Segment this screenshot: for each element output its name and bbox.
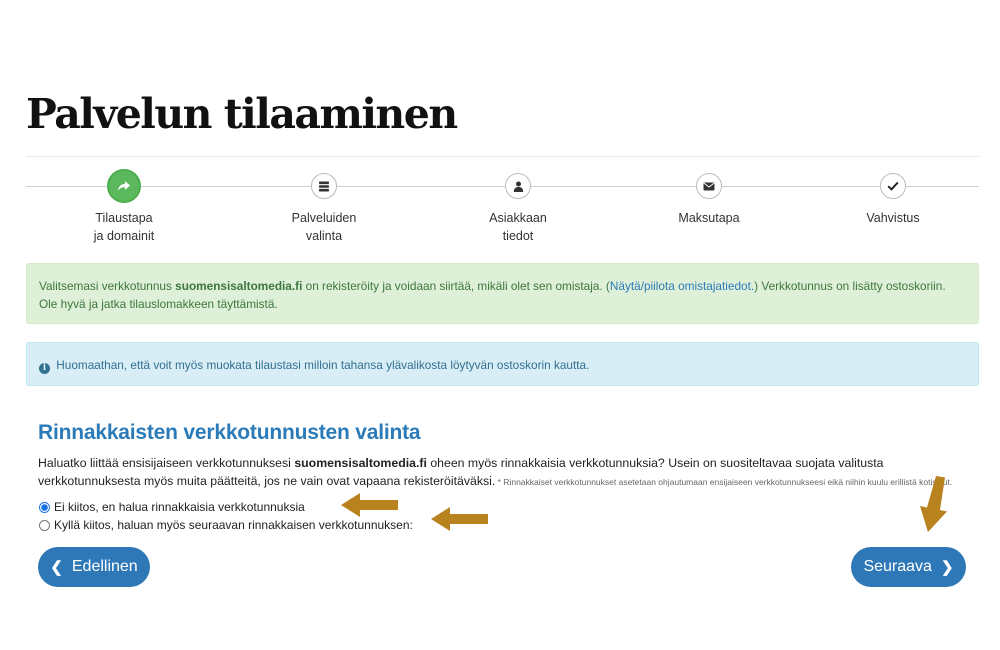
step-confirmation[interactable] [823, 170, 963, 227]
info-circle-icon: i [39, 363, 50, 374]
description-text: Haluatko liittää ensisijaiseen verkkotunnuksesi [38, 456, 295, 470]
page-title: Palvelun tilaaminen [26, 90, 457, 138]
option-add-parallel-domain[interactable] [38, 518, 413, 532]
server-icon [311, 173, 337, 199]
next-button-label: Seuraava [863, 558, 932, 575]
step-service-selection[interactable] [254, 170, 394, 245]
description-domain: suomensisaltomedia.fi [294, 456, 427, 470]
title-divider [26, 156, 979, 157]
step-label: Maksutapa [678, 211, 740, 225]
envelope-icon [696, 173, 722, 199]
annotation-arrow-left-icon [338, 490, 402, 520]
annotation-arrow-down-icon [916, 474, 950, 536]
option-no-parallel-domains[interactable] [38, 500, 305, 514]
option-label: Kyllä kiitos, haluan myös seuraavan rinnakkaisen verkkotunnuksen: [54, 518, 413, 532]
alert-domain: suomensisaltomedia.fi [175, 279, 303, 293]
step-label: Palveluiden valinta [291, 211, 357, 243]
chevron-left-icon: ❮ [50, 559, 63, 576]
description-text: oheen myös rinnakkaisia verkkotunnuksia? Usein on suositeltavaa suojata valitusta verkkotunnuksesta myös muita päätteitä, jos ne vain ovat vapaana rekisteröitäväksi. [38, 456, 884, 488]
edit-order-info-alert [26, 342, 979, 386]
check-icon [880, 173, 906, 199]
alert-text: on rekisteröity ja voidaan siirtää, mikäli olet sen omistaja. ( [302, 279, 610, 293]
radio-add-parallel-domain[interactable] [39, 520, 50, 531]
step-label: Vahvistus [866, 211, 920, 225]
section-description [38, 454, 978, 491]
alert-text: Valitsemasi verkkotunnus [39, 279, 176, 293]
section-heading: Rinnakkaisten verkkotunnusten valinta [38, 421, 421, 444]
toggle-owner-info-link[interactable]: Näytä/piilota omistajatiedot. [609, 279, 755, 293]
description-note: * Rinnakkaiset verkkotunnukset asetetaan ohjautumaan ensijaiseen verkkotunnukseesi eikä niihin kuulu erillistä kotisivut. [495, 477, 953, 487]
step-label: Tilaustapa ja domainit [93, 211, 155, 243]
user-icon [505, 173, 531, 199]
step-payment-method[interactable] [639, 170, 779, 227]
step-ordering-and-domains[interactable] [54, 170, 194, 245]
previous-button[interactable] [38, 547, 150, 587]
domain-success-alert [26, 263, 979, 324]
info-text: Huomaathan, että voit myös muokata tilaustasi milloin tahansa ylävalikosta löytyvän ostoskorin kautta. [56, 358, 590, 372]
step-label: Asiakkaan tiedot [489, 211, 547, 243]
radio-no-parallel-domains[interactable] [39, 502, 50, 513]
step-customer-info[interactable] [448, 170, 588, 245]
annotation-arrow-left-icon [428, 504, 492, 534]
previous-button-label: Edellinen [71, 558, 138, 575]
alert-text: ) Verkkotunnus on lisätty ostoskoriin. Ole hyvä ja jatka tilauslomakkeen täyttämistä. [39, 279, 946, 311]
next-button[interactable] [851, 547, 966, 587]
option-label: Ei kiitos, en halua rinnakkaisia verkkotunnuksia [54, 500, 305, 514]
share-arrow-icon [107, 169, 141, 203]
chevron-right-icon: ❯ [940, 559, 954, 576]
order-progress-stepper [26, 165, 979, 255]
